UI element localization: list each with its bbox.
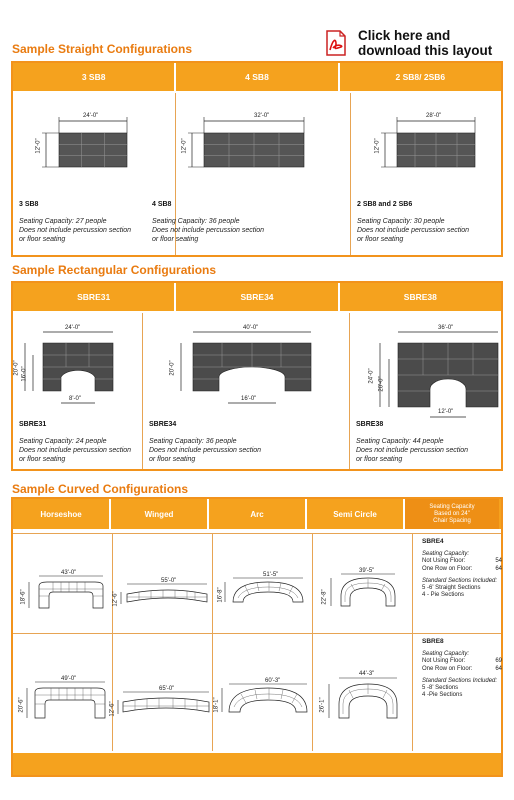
rect-outer-3: 24'-0" bbox=[368, 368, 375, 384]
semicircle-width-1: 39'-5" bbox=[359, 568, 375, 574]
horseshoe-width-1: 43'-0" bbox=[61, 570, 77, 576]
rect-capacity-1: Seating Capacity: 24 people bbox=[19, 438, 107, 445]
rect-capacity-2: Seating Capacity: 36 people bbox=[149, 438, 237, 445]
curved-cell-horseshoe-2 bbox=[13, 634, 113, 751]
horseshoe-depth-1: 18'-6" bbox=[20, 589, 27, 605]
curved-header-semi-circle: Semi Circle bbox=[307, 499, 405, 529]
info-one-row-1: One Row on Floor: bbox=[422, 565, 473, 572]
rect-note2-3: or floor seating bbox=[356, 456, 403, 463]
rect-config-sbre31 bbox=[13, 313, 143, 469]
curved-cell-arc-1 bbox=[213, 534, 313, 633]
straight-depth-1: 12'-0" bbox=[35, 138, 42, 154]
rect-note1-3: Does not include percussion section bbox=[356, 447, 469, 454]
curved-row-sbre8 bbox=[13, 633, 501, 751]
rect-inner-3: 20'-0" bbox=[378, 376, 385, 392]
download-layout-link[interactable] bbox=[324, 28, 492, 58]
rect-width-3: 36'-0" bbox=[438, 325, 454, 331]
curved-bottom-bar bbox=[13, 753, 501, 775]
rect-note2-2: or floor seating bbox=[149, 456, 196, 463]
info-std-label-1: Standard Sections Included: bbox=[422, 577, 498, 584]
info-std2-2: 4 -Pie Sections bbox=[422, 692, 463, 699]
straight-capacity-2: Seating Capacity: 36 people bbox=[152, 218, 240, 225]
info-one-row-val-2: 64 bbox=[495, 665, 502, 672]
curved-panel bbox=[11, 497, 503, 777]
curved-header-capacity bbox=[405, 499, 499, 529]
rect-header-1: SBRE31 bbox=[13, 283, 176, 311]
rect-name-1: SBRE31 bbox=[19, 421, 47, 428]
rect-capacity-3: Seating Capacity: 44 people bbox=[356, 438, 444, 445]
curved-header-arc: Arc bbox=[209, 499, 307, 529]
straight-width-3: 28'-0" bbox=[426, 113, 442, 119]
capacity-header-line1: Seating Capacity bbox=[429, 503, 475, 510]
straight-note1-1: Does not include percussion section bbox=[19, 227, 132, 234]
pdf-icon bbox=[324, 30, 348, 56]
straight-name-1: 3 SB8 bbox=[19, 201, 39, 208]
straight-name-2: 4 SB8 bbox=[152, 201, 172, 208]
straight-section-title: Sample Straight Configurations bbox=[12, 42, 193, 56]
curved-info-sbre8 bbox=[417, 634, 507, 751]
straight-width-2: 32'-0" bbox=[254, 113, 270, 119]
winged-depth-2: 12'-6" bbox=[109, 701, 116, 717]
rect-outer-2: 20'-0" bbox=[169, 360, 176, 376]
info-one-row-2: One Row on Floor: bbox=[422, 665, 473, 672]
info-one-row-val-1: 64 bbox=[495, 565, 502, 572]
curved-cell-semicircle-1 bbox=[313, 534, 413, 633]
straight-note2-1: or floor seating bbox=[19, 236, 66, 243]
capacity-header-line3: Chair Spacing bbox=[433, 517, 471, 524]
curved-cell-horseshoe-1 bbox=[13, 534, 113, 633]
semicircle-depth-2: 26'-1" bbox=[319, 697, 326, 713]
straight-capacity-3: Seating Capacity: 30 people bbox=[357, 218, 445, 225]
semicircle-width-2: 44'-3" bbox=[359, 671, 375, 677]
info-not-floor-val-1: 54 bbox=[495, 558, 502, 565]
rect-note1-2: Does not include percussion section bbox=[149, 447, 262, 454]
curved-row-sbre4 bbox=[13, 533, 501, 633]
straight-note1-2: Does not include percussion section bbox=[152, 227, 265, 234]
info-std1-2: 5 -8' Sections bbox=[422, 685, 459, 692]
horseshoe-diagram-1 bbox=[13, 534, 113, 634]
straight-note2-3: or floor seating bbox=[357, 236, 404, 243]
rect-section-title: Sample Rectangular Configurations bbox=[12, 263, 217, 277]
arc-width-1: 51'-5" bbox=[263, 572, 279, 578]
rect-name-3: SBRE38 bbox=[356, 421, 384, 428]
winged-width-1: 55'-0" bbox=[161, 578, 177, 584]
rect-header-2: SBRE34 bbox=[176, 283, 339, 311]
semicircle-diagram-2 bbox=[313, 634, 413, 752]
rect-header-row bbox=[13, 283, 501, 311]
arc-diagram-2 bbox=[213, 634, 313, 752]
horseshoe-diagram-2 bbox=[13, 634, 113, 752]
rect-diagram-1 bbox=[13, 313, 143, 433]
curved-cell-winged-1 bbox=[113, 534, 213, 633]
straight-panel bbox=[11, 61, 503, 257]
semicircle-diagram-1 bbox=[313, 534, 413, 634]
straight-depth-2: 12'-0" bbox=[181, 138, 188, 154]
rect-note2-1: or floor seating bbox=[19, 456, 66, 463]
horseshoe-depth-2: 20'-6" bbox=[18, 697, 25, 713]
straight-header-1: 3 SB8 bbox=[13, 63, 176, 91]
winged-width-2: 65'-0" bbox=[159, 686, 175, 692]
rect-note1-1: Does not include percussion section bbox=[19, 447, 132, 454]
straight-diagram-3 bbox=[351, 93, 501, 203]
rect-name-2: SBRE34 bbox=[149, 421, 177, 428]
straight-note2-2: or floor seating bbox=[152, 236, 199, 243]
rect-width-2: 40'-0" bbox=[243, 325, 259, 331]
winged-depth-1: 12'-6" bbox=[112, 591, 119, 607]
rect-gap-1: 8'-0" bbox=[69, 396, 81, 402]
rect-gap-3: 12'-0" bbox=[438, 409, 454, 415]
info-name-1: SBRE4 bbox=[422, 538, 444, 545]
download-text-line1: Click here and bbox=[358, 28, 451, 43]
rect-config-sbre34 bbox=[143, 313, 350, 469]
rect-header-3: SBRE38 bbox=[403, 292, 437, 302]
straight-depth-3: 12'-0" bbox=[374, 138, 381, 154]
straight-diagram-2 bbox=[146, 93, 351, 203]
rect-config-sbre38 bbox=[350, 313, 501, 469]
rect-outer-1: 20'-0" bbox=[13, 360, 20, 376]
curved-cell-winged-2 bbox=[109, 634, 213, 751]
semicircle-depth-1: 22'-8" bbox=[321, 589, 328, 605]
straight-header-2: 4 SB8 bbox=[176, 63, 339, 91]
curved-info-sbre4 bbox=[417, 534, 507, 633]
rect-gap-2: 16'-0" bbox=[241, 396, 257, 402]
horseshoe-width-2: 49'-0" bbox=[61, 676, 77, 682]
info-std-label-2: Standard Sections Included: bbox=[422, 677, 498, 684]
download-text-line2: download this layout bbox=[358, 43, 493, 58]
info-cap-label-2: Seating Capacity: bbox=[422, 651, 470, 658]
straight-capacity-1: Seating Capacity: 27 people bbox=[19, 218, 107, 225]
arc-width-2: 60'-3" bbox=[265, 678, 281, 684]
info-name-2: SBRE8 bbox=[422, 638, 444, 645]
curved-section-title: Sample Curved Configurations bbox=[12, 482, 189, 496]
curved-cell-arc-2 bbox=[213, 634, 313, 751]
info-cap-label-1: Seating Capacity: bbox=[422, 551, 470, 558]
straight-width-1: 24'-0" bbox=[83, 113, 99, 119]
straight-config-2sb8-2sb6 bbox=[351, 93, 501, 255]
straight-note1-3: Does not include percussion section bbox=[357, 227, 470, 234]
info-not-floor-2: Not Using Floor: bbox=[422, 658, 466, 665]
straight-name-3: 2 SB8 and 2 SB6 bbox=[357, 201, 413, 208]
arc-depth-1: 16'-8" bbox=[217, 587, 224, 603]
straight-header-3: 2 SB8/ 2SB6 bbox=[395, 72, 446, 82]
capacity-header-line2: Based on 24" bbox=[434, 510, 470, 517]
info-std2-1: 4 - Pie Sections bbox=[422, 592, 465, 599]
rect-panel bbox=[11, 281, 503, 471]
info-std1-1: 5 -6' Straight Sections bbox=[422, 585, 481, 592]
rect-width-1: 24'-0" bbox=[65, 325, 81, 331]
rect-inner-1: 16'-0" bbox=[21, 366, 28, 382]
arc-diagram-1 bbox=[213, 534, 313, 634]
straight-config-4sb8 bbox=[146, 93, 351, 255]
winged-diagram-2 bbox=[113, 634, 213, 752]
info-not-floor-val-2: 69 bbox=[495, 658, 502, 665]
straight-header-row bbox=[13, 63, 501, 91]
curved-cell-semicircle-2 bbox=[313, 634, 413, 751]
curved-header-row bbox=[13, 499, 501, 529]
winged-diagram-1 bbox=[113, 534, 213, 634]
curved-header-horseshoe: Horseshoe bbox=[13, 499, 111, 529]
info-not-floor-1: Not Using Floor: bbox=[422, 558, 466, 565]
curved-header-winged: Winged bbox=[111, 499, 209, 529]
arc-depth-2: 18'-1" bbox=[213, 697, 220, 713]
